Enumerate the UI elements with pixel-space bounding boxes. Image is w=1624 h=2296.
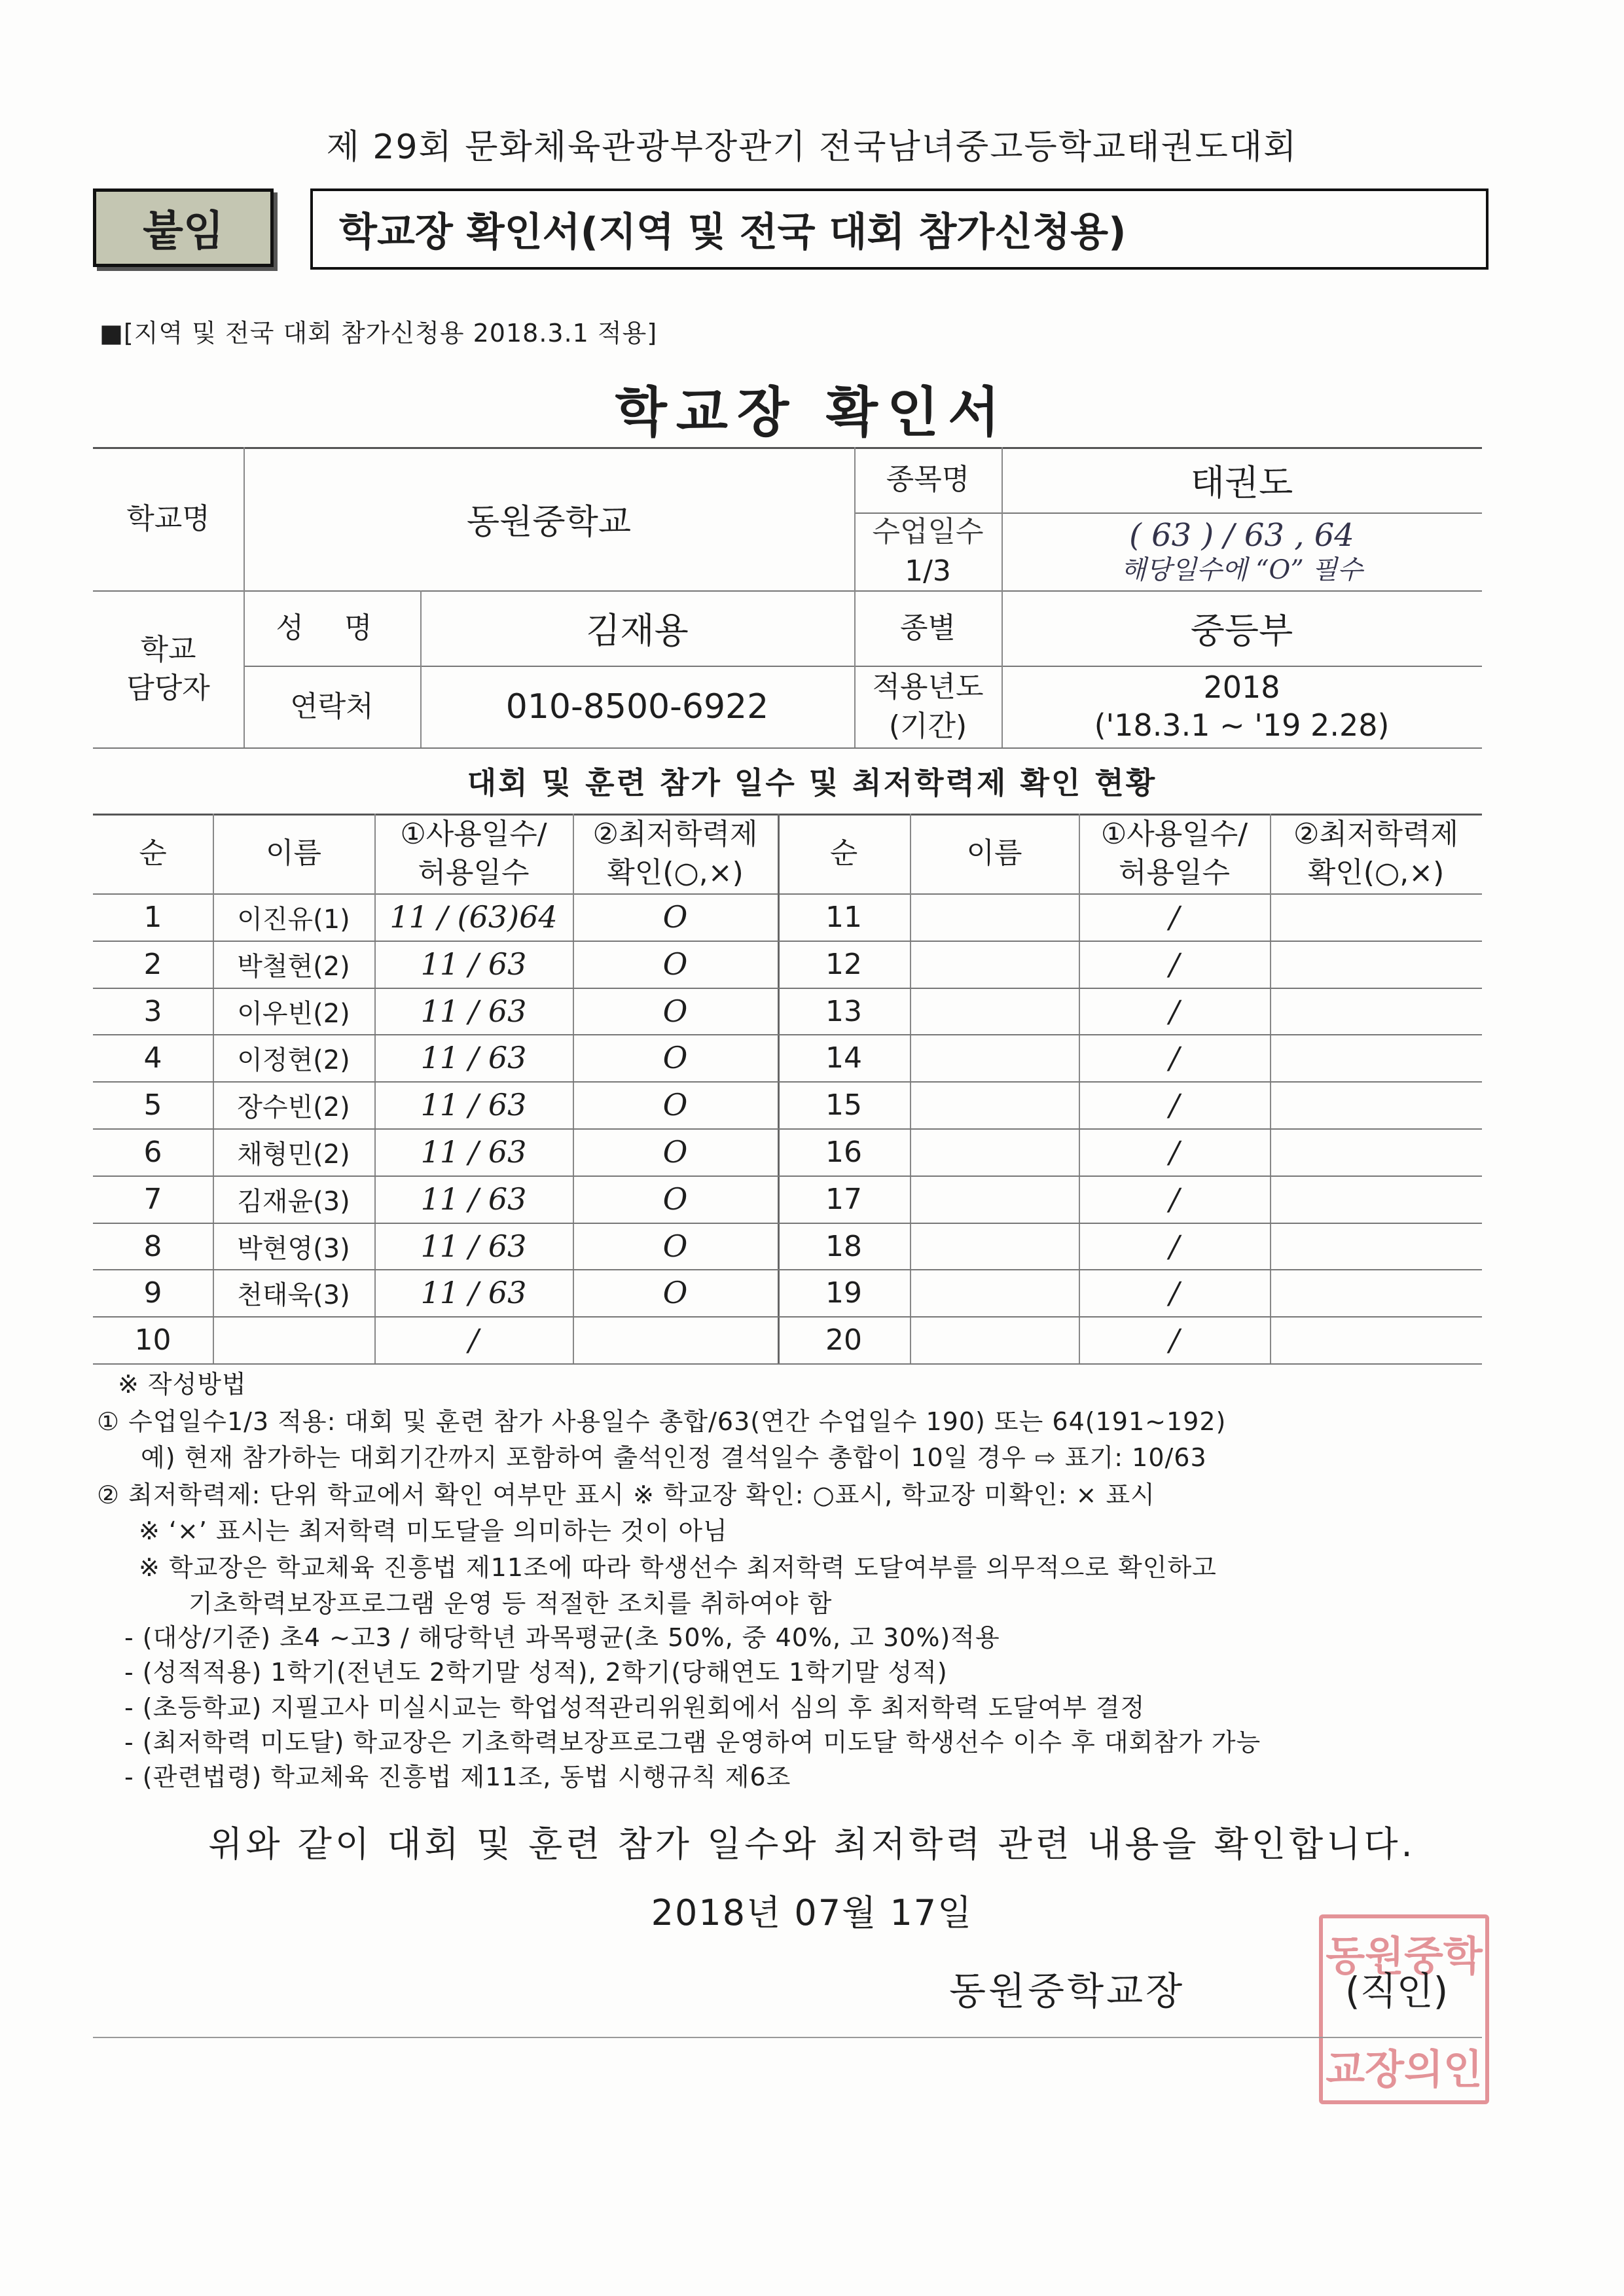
row-days-left: 11 / 63 <box>420 1229 527 1264</box>
header-days-right <box>1079 814 1270 893</box>
note-line: - (초등학교) 지필고사 미실시교는 학업성적관리위원회에서 심의 후 최저학력 도달여부 결정 <box>124 1693 1146 1722</box>
header-name-right: 이름 <box>966 836 1022 870</box>
header-check-right <box>1270 814 1482 893</box>
row-check-right <box>1270 1175 1482 1223</box>
row-name-left: 이진유(1) <box>237 904 350 935</box>
row-days-left: / <box>468 1322 479 1357</box>
contact-label-line2: 담당자 <box>126 672 210 705</box>
row-no-right: 11 <box>825 900 862 934</box>
row-check-right <box>1270 1269 1482 1316</box>
header-days-line1: ①사용일수/ <box>1100 817 1248 851</box>
row-check-left: O <box>662 946 688 982</box>
row-name-left <box>213 1316 374 1363</box>
row-no-left: 1 <box>143 900 162 934</box>
row-check-left: O <box>662 1275 688 1310</box>
row-name-right <box>910 941 1079 988</box>
row-check-left: O <box>662 994 688 1029</box>
row-no-right: 13 <box>825 994 862 1028</box>
row-name-left: 천태욱(3) <box>237 1280 350 1310</box>
year-label <box>854 666 1001 747</box>
row-days-left: 11 / 63 <box>420 946 527 982</box>
bottom-rule <box>93 2037 1482 2038</box>
school-value: 동원중학교 <box>466 503 632 542</box>
header-check-line2: 확인(○,×) <box>607 856 744 889</box>
note-line: - (성적적용) 1학기(전년도 2학기말 성적), 2학기(당해연도 1학기말 성적) <box>124 1658 948 1687</box>
note-line: - (최저학력 미도달) 학교장은 기초학력보장프로그램 운영하여 미도달 학생선수 이수 후 대회참가 가능 <box>124 1728 1261 1757</box>
seal-text-top: 동원중학 <box>1326 1932 1483 1980</box>
row-days-right: / <box>1169 899 1180 935</box>
row-no-left: 7 <box>143 1182 162 1216</box>
row-days-left: 11 / 63 <box>420 994 527 1029</box>
header-days-line1: ①사용일수/ <box>400 817 547 851</box>
row-days-left: 11 / (63)64 <box>389 899 558 935</box>
school-days-value <box>1001 512 1482 590</box>
seal-text-bottom: 교장의인 <box>1326 2045 1483 2093</box>
row-check-left: O <box>662 1229 688 1264</box>
sport-label: 종목명 <box>886 463 970 497</box>
year-value <box>1001 666 1482 747</box>
document-title: 학교장 확인서(지역 및 전국 대회 참가신청용) <box>310 188 1489 270</box>
row-days-right: / <box>1169 1275 1180 1310</box>
note-line: ② 최저학력제: 단위 학교에서 확인 여부만 표시 ※ 학교장 확인: ○표시, 학교장 미확인: × 표시 <box>97 1480 1155 1509</box>
row-no-left: 4 <box>143 1041 162 1075</box>
row-name-right <box>910 1316 1079 1363</box>
row-no-left: 6 <box>143 1135 162 1169</box>
row-check-right <box>1270 988 1482 1035</box>
row-days-right: / <box>1169 1087 1180 1122</box>
row-name-left: 이우빈(2) <box>237 998 350 1029</box>
row-no-right: 17 <box>825 1182 862 1216</box>
division-label: 종별 <box>899 611 956 645</box>
event-title: 제 29회 문화체육관광부장관기 전국남녀중고등학교태권도대회 <box>326 128 1298 167</box>
section-heading: 대회 및 훈련 참가 일수 및 최저학력제 확인 현황 <box>467 765 1157 800</box>
confirmation-text: 위와 같이 대회 및 훈련 참가 일수와 최저학력 관련 내용을 확인합니다. <box>208 1823 1416 1865</box>
period-value: ('18.3.1 ~ '19 2.28) <box>1094 707 1390 743</box>
row-check-right <box>1270 1034 1482 1081</box>
row-no-left: 2 <box>143 947 162 981</box>
row-check-left: O <box>662 899 688 935</box>
row-name-left: 김재윤(3) <box>237 1186 350 1217</box>
date: 2018년 07월 17일 <box>651 1892 973 1933</box>
row-no-right: 15 <box>825 1088 862 1122</box>
row-check-right <box>1270 893 1482 941</box>
note-heading: ※ 작성방법 <box>118 1370 247 1399</box>
school-days-label <box>854 512 1001 590</box>
school-days-label-line1: 수업일수 <box>872 515 984 549</box>
row-days-left: 11 / 63 <box>420 1181 527 1217</box>
row-days-right: / <box>1169 1040 1180 1075</box>
seal-label: (직인) <box>1345 1969 1449 2013</box>
row-days-right: / <box>1169 1134 1180 1170</box>
row-days-left: 11 / 63 <box>420 1134 527 1170</box>
sport-value: 태권도 <box>1190 461 1293 503</box>
header-days-left <box>374 814 573 893</box>
header-no-left: 순 <box>139 836 167 870</box>
row-days-right: / <box>1169 946 1180 982</box>
row-days-left: 11 / 63 <box>420 1275 527 1310</box>
note-line: ※ 학교장은 학교체육 진흥법 제11조에 따라 학생선수 최저학력 도달여부를 의무적으로 확인하고 <box>139 1553 1217 1582</box>
school-label: 학교명 <box>126 501 210 535</box>
row-no-right: 14 <box>825 1041 862 1075</box>
row-name-left: 이정현(2) <box>237 1045 350 1075</box>
row-no-right: 18 <box>825 1229 862 1263</box>
row-name-right <box>910 988 1079 1035</box>
principal-title: 동원중학교장 <box>949 1969 1185 2013</box>
row-name-left: 채형민(2) <box>237 1139 350 1170</box>
header-days-line2: 허용일수 <box>418 856 530 889</box>
year-value-line1: 2018 <box>1203 670 1280 705</box>
header-days-line2: 허용일수 <box>1118 856 1230 889</box>
row-check-left <box>573 1316 778 1363</box>
row-name-right <box>910 1081 1079 1128</box>
row-no-left: 5 <box>143 1088 162 1122</box>
row-name-left: 장수빈(2) <box>237 1092 350 1122</box>
row-name-right <box>910 893 1079 941</box>
division-value: 중등부 <box>1190 610 1293 651</box>
header-name-left: 이름 <box>265 836 321 870</box>
header-check-line1: ②최저학력제 <box>592 817 758 851</box>
school-days-note: 해당일수에 “O” 필수 <box>1121 555 1363 586</box>
row-check-right <box>1270 1128 1482 1175</box>
note-line: 기초학력보장프로그램 운영 등 적절한 조치를 취하여야 함 <box>189 1589 833 1618</box>
note-line: - (대상/기준) 초4 ~고3 / 해당학년 과목평균(초 50%, 중 40%, 고 30%)적용 <box>124 1623 1000 1652</box>
row-check-right <box>1270 1223 1482 1270</box>
row-days-right: / <box>1169 1229 1180 1264</box>
row-days-left: 11 / 63 <box>420 1040 527 1075</box>
phone-label: 연락처 <box>290 689 374 723</box>
row-name-right <box>910 1175 1079 1223</box>
note-line: - (관련법령) 학교체육 진흥법 제11조, 동법 시행규칙 제6조 <box>124 1763 791 1791</box>
name-label: 성 명 <box>276 611 388 645</box>
row-no-right: 19 <box>825 1276 862 1310</box>
row-days-right: / <box>1169 1322 1180 1357</box>
school-days-label-line2: 1/3 <box>905 554 951 588</box>
contact-label-line1: 학교 <box>140 632 196 666</box>
note-line: ※ ‘×’ 표시는 최저학력 미도달을 의미하는 것이 아님 <box>139 1516 728 1545</box>
row-days-right: / <box>1169 994 1180 1029</box>
row-days-left: 11 / 63 <box>420 1087 527 1122</box>
row-name-right <box>910 1034 1079 1081</box>
row-name-right <box>910 1128 1079 1175</box>
contact-label <box>93 590 244 747</box>
applies-note: ■[지역 및 전국 대회 참가신청용 2018.3.1 적용] <box>99 319 658 348</box>
year-label-line1: 적용년도 <box>872 670 984 704</box>
header-no-right: 순 <box>829 836 858 870</box>
row-check-right <box>1270 941 1482 988</box>
school-days-handwritten: ( 63 ) / 63 , 64 <box>1129 516 1354 554</box>
row-no-left: 10 <box>134 1323 171 1357</box>
row-no-right: 16 <box>825 1135 862 1169</box>
attachment-badge: 붙임 <box>93 188 274 267</box>
row-check-right <box>1270 1316 1482 1363</box>
row-no-left: 9 <box>143 1276 162 1310</box>
row-name-right <box>910 1223 1079 1270</box>
row-check-left: O <box>662 1040 688 1075</box>
row-name-right <box>910 1269 1079 1316</box>
row-check-left: O <box>662 1134 688 1170</box>
row-check-left: O <box>662 1087 688 1122</box>
row-no-left: 8 <box>143 1229 162 1263</box>
row-name-left: 박철현(2) <box>237 951 350 982</box>
note-line: ① 수업일수1/3 적용: 대회 및 훈련 참가 사용일수 총합/63(연간 수업일수 190) 또는 64(191~192) <box>97 1407 1227 1436</box>
row-check-right <box>1270 1081 1482 1128</box>
row-check-left: O <box>662 1181 688 1217</box>
main-title: 학교장 확인서 <box>615 382 1009 444</box>
row-name-left: 박현영(3) <box>237 1233 350 1264</box>
header-check-line1: ②최저학력제 <box>1293 817 1458 851</box>
header-check-left <box>573 814 778 893</box>
note-line: 예) 현재 참가하는 대회기간까지 포함하여 출석인정 결석일수 총합이 10일 경우 ⇨ 표기: 10/63 <box>141 1443 1207 1472</box>
phone-value: 010-8500-6922 <box>505 687 769 726</box>
row-no-left: 3 <box>143 994 162 1028</box>
year-label-line2: (기간) <box>888 709 967 743</box>
row-days-right: / <box>1169 1181 1180 1217</box>
header-check-line2: 확인(○,×) <box>1307 856 1445 889</box>
name-value: 김재용 <box>586 610 689 651</box>
row-no-right: 12 <box>825 947 862 981</box>
row-no-right: 20 <box>825 1323 862 1357</box>
